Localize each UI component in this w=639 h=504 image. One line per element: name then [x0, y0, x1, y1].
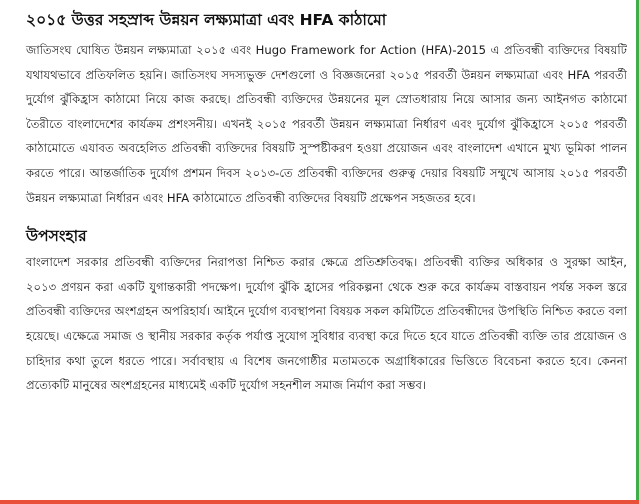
section-body-sdg-hfa: জাতিসংঘ ঘোষিত উন্নয়ন লক্ষ্যমাত্রা ২০১৫ এবং Hugo Framework for Action (HFA)-2015 এ প্রতিবন্ধী ব্যক্তিদের বিষয়টি যথাযথভাবে প্রতিফলিত হয়নি। জাতিসংঘ সদস্যভুক্ত দেশগুলো ও বিজ্ঞজনেরা ২০১৫ পরবর্তী উন্নয়ন লক্ষ্যমাত্রা এবং HFA পরবর্তী দুর্যোগ ঝুঁকিহ্রাস কাঠামো নিয়ে কাজ করছে। প্রতিবন্ধী ব্যক্তিদের উন্নয়নের মূল স্রোতধারায় নিয়ে আসার জন্য আইনগত কাঠামো তৈরীতে বাংলাদেশের কার্যক্রম প্রশংসনীয়। এখনই ২০১৫ পরবর্তী উন্নয়ন লক্ষ্যমাত্রা নির্ধারণ এবং দুর্যোগ ঝুঁকিহ্রাসে ২০১৫ পরবর্তী কাঠামোতে এযাবত অবহেলিত প্রতিবন্ধী ব্যক্তিদের বিষয়টি সুস্পষ্টীকরণ হওয়া প্রয়োজন এবং বাংলাদেশ এখানে মুখ্য ভূমিকা পালন করতে পারে। আন্তর্জাতিক দুর্যোগ প্রশমন দিবস ২০১৩-তে প্রতিবন্ধী ব্যক্তিদের গুরুত্ব দেয়ার বিষয়টি সম্মুখে আসায় ২০১৫ পরবর্তী উন্নয়ন লক্ষ্যমাত্রা নির্ধারন এবং HFA কাঠামোতে প্রতিবন্ধী ব্যক্তিদের বিষয়টি প্রক্ষেপন সহজতর হবে। — [26, 43, 627, 205]
section-heading-sdg-hfa: ২০১৫ উত্তর সহস্রাব্দ উন্নয়ন লক্ষ্যমাত্রা এবং HFA কাঠামো — [26, 11, 387, 29]
section-body-conclusion: বাংলাদেশ সরকার প্রতিবন্ধী ব্যক্তিদের নিরাপত্তা নিশ্চিত করার ক্ষেত্রে প্রতিশ্রুতিবদ্ধ। প্রতিবন্ধী ব্যক্তির অধিকার ও সুরক্ষা আইন, ২০১৩ প্রণয়ন করা একটি যুগান্তকারী পদক্ষেপ। দুর্যোগ ঝুঁকি হ্রাসের পরিকল্পনা থেকে শুরু করে কার্যক্রম বাস্তবায়ন পর্যন্ত সকল স্তরে প্রতিবন্ধী ব্যক্তিদের অংশগ্রহন অপরিহার্য। আইনে দুর্যোগ ব্যবস্থাপনা বিষয়ক সকল কমিটিতে প্রতিবন্ধীদের উপস্থিতি নিশ্চিত করতে বলা হয়েছে। এক্ষেত্রে সমাজ ও স্থানীয় সরকার কর্তৃক পর্যাপ্ত সুযোগ সুবিধার ব্যবস্থা করে দিতে হবে যাতে প্রতিবন্ধী ব্যক্তি তার প্রয়োজন ও চাহিদার কথা তুলে ধরতে পারে। সর্বাবস্থায় এ বিশেষ জনগোষ্ঠীর মতামতকে অগ্রাধিকারের ভিত্তিতে বিবেচনা করতে হবে। কেননা প্রত্যেকটি মানুষের অংশগ্রহনের মাধ্যমেই একটি দুর্যোগ সহনশীল সমাজ নির্মাণ করা সম্ভব। — [26, 255, 627, 393]
bottom-border-rule — [0, 500, 639, 504]
section-heading-conclusion: উপসংহার — [26, 227, 87, 246]
